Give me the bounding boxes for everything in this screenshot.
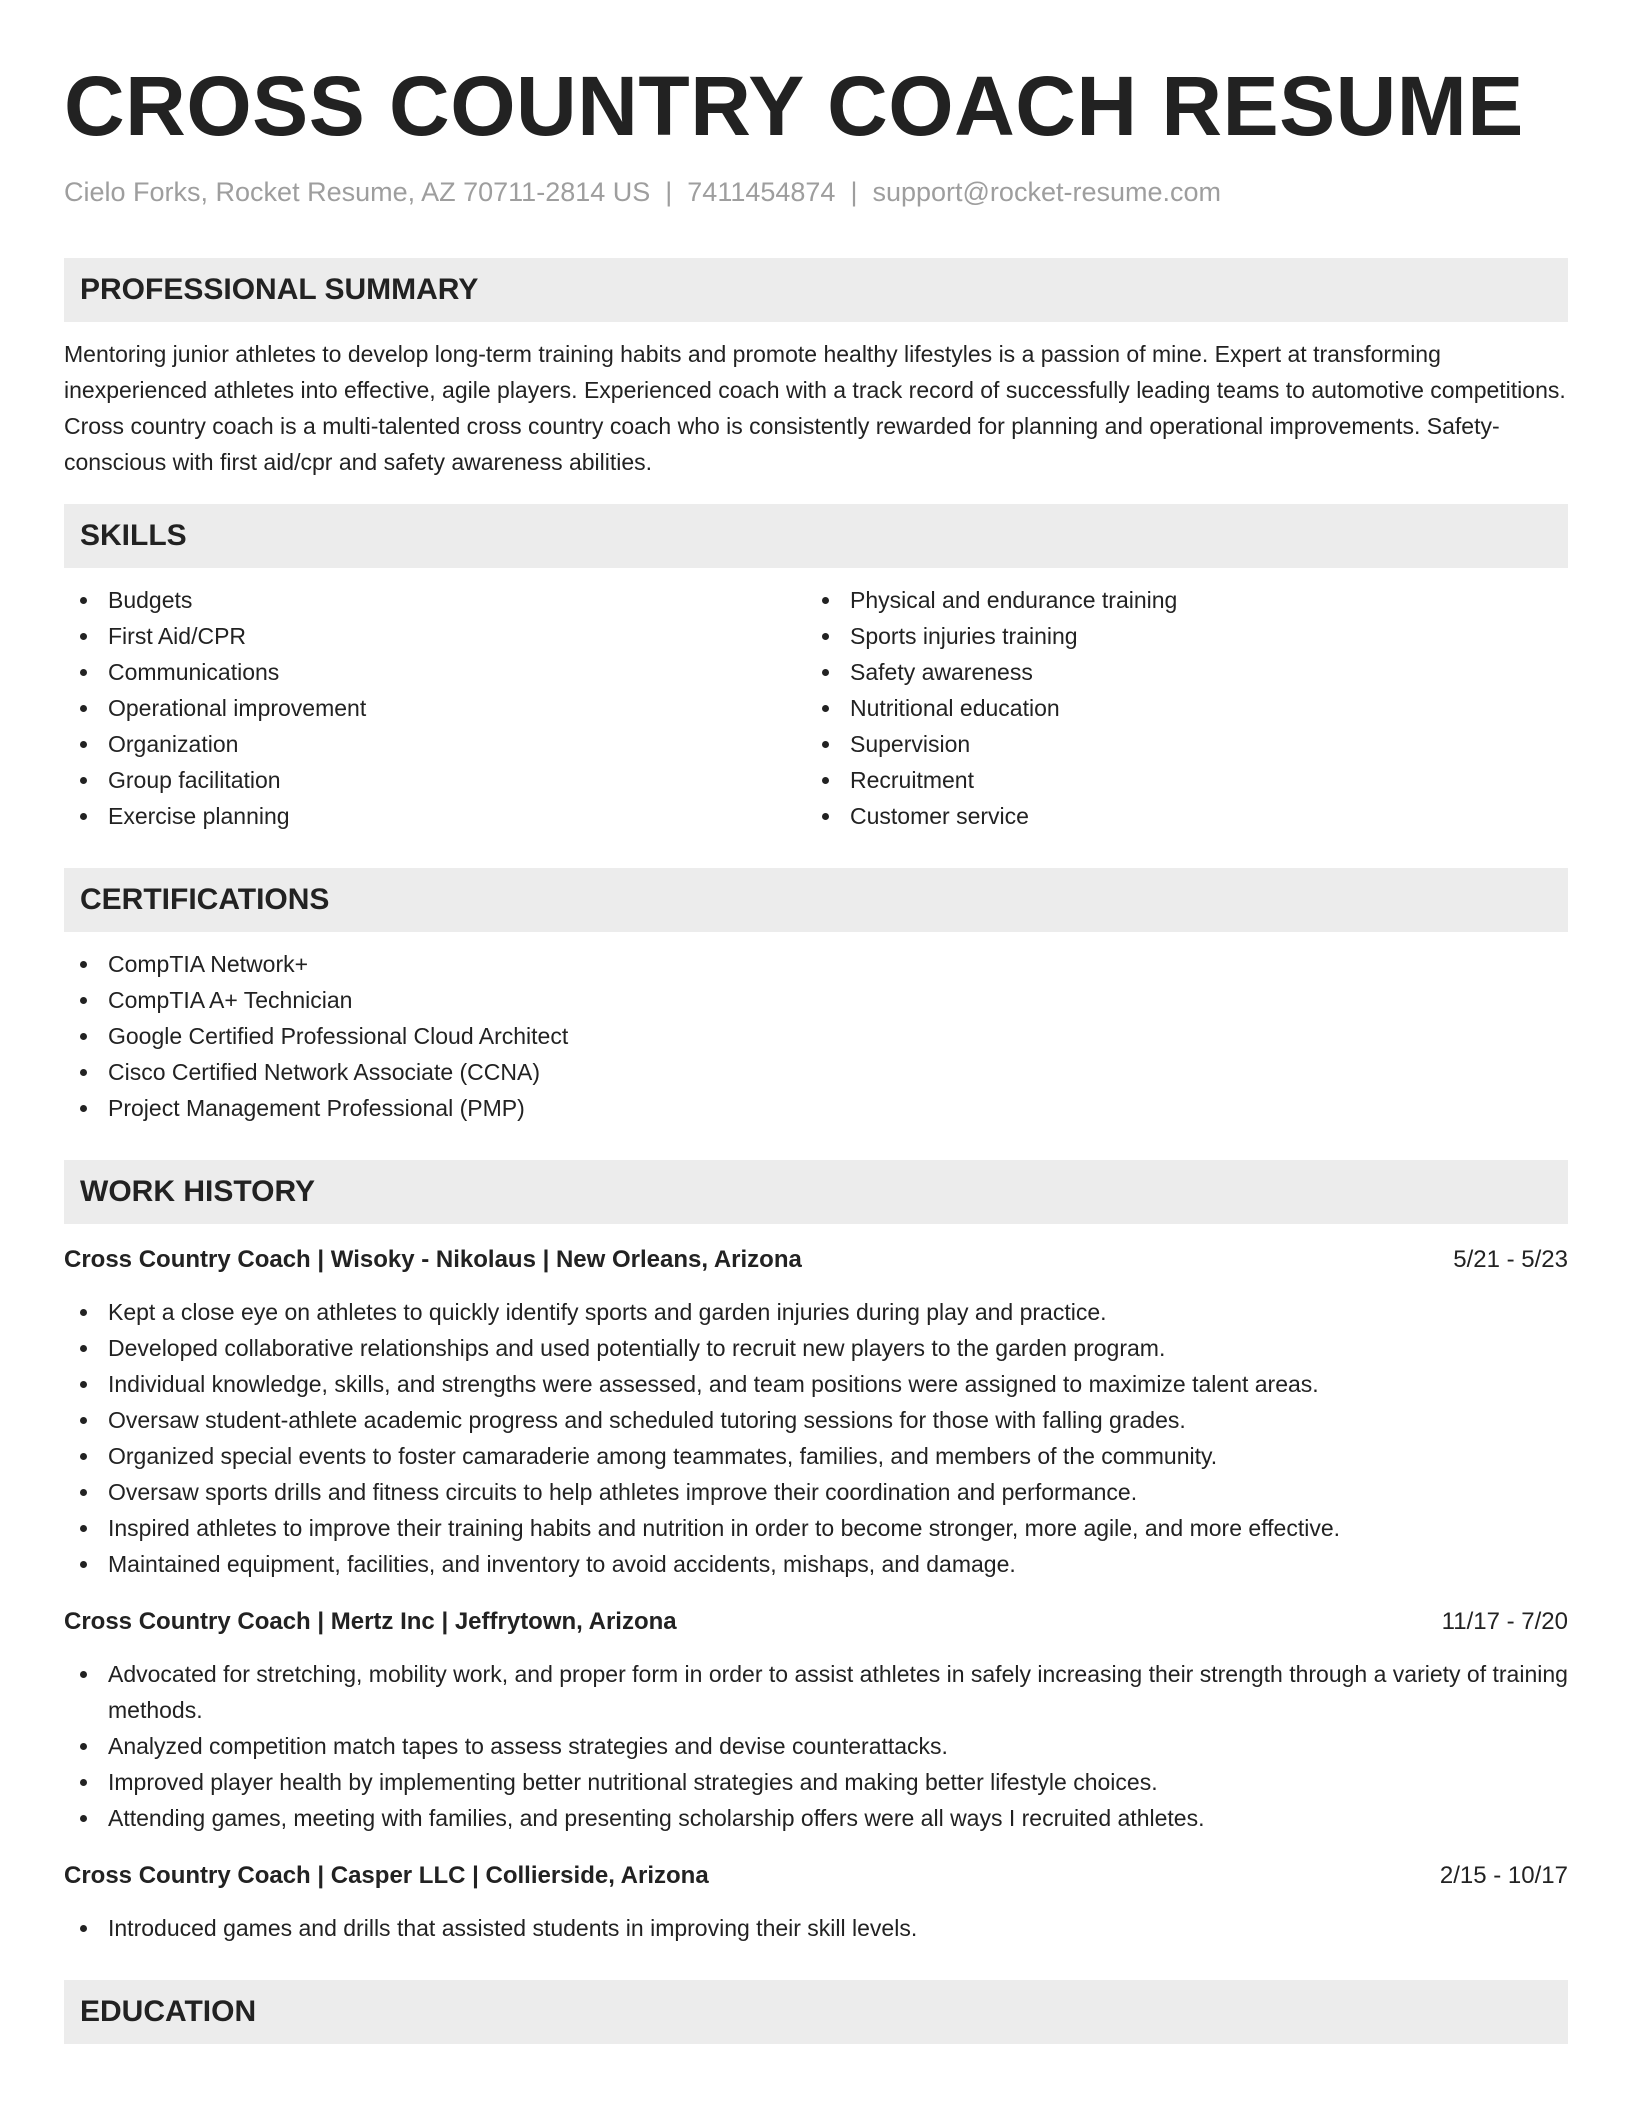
contact-separator: | — [665, 177, 673, 207]
job-duty: Oversaw student-athlete academic progress and scheduled tutoring sessions for those with falling grades. — [64, 1402, 1568, 1438]
resume-page — [64, 0, 1568, 2044]
skill-item: Communications — [64, 654, 806, 690]
job-duty: Oversaw sports drills and fitness circuits to help athletes improve their coordination and performance. — [64, 1474, 1568, 1510]
job-dates: 2/15 - 10/17 — [1439, 1862, 1568, 1889]
job-header — [64, 1604, 1568, 1640]
job-title: Cross Country Coach | Wisoky - Nikolaus | New Orleans, Arizona — [64, 1246, 802, 1273]
certification-item: CompTIA Network+ — [64, 946, 1568, 982]
skills-heading: SKILLS — [64, 504, 1568, 568]
certifications-heading: CERTIFICATIONS — [64, 868, 1568, 932]
job-duties-list — [64, 1656, 1568, 1836]
job-duty: Introduced games and drills that assisted students in improving their skill levels. — [64, 1910, 1568, 1946]
education-heading: EDUCATION — [64, 1980, 1568, 2044]
certifications-list — [64, 946, 1568, 1126]
skill-item: Customer service — [806, 798, 1548, 834]
skills-column-left — [64, 582, 806, 834]
certification-item: Google Certified Professional Cloud Architect — [64, 1018, 1568, 1054]
skill-item: Sports injuries training — [806, 618, 1548, 654]
job-duty: Analyzed competition match tapes to assess strategies and devise counterattacks. — [64, 1728, 1568, 1764]
job-dates: 5/21 - 5/23 — [1453, 1246, 1568, 1273]
work-history-heading: WORK HISTORY — [64, 1160, 1568, 1224]
skill-item: Operational improvement — [64, 690, 806, 726]
job-title: Cross Country Coach | Casper LLC | Collierside, Arizona — [64, 1862, 709, 1889]
job-duty: Organized special events to foster camaraderie among teammates, families, and members of the community. — [64, 1438, 1568, 1474]
skill-item: Budgets — [64, 582, 806, 618]
job-duty: Kept a close eye on athletes to quickly identify sports and garden injuries during play and practice. — [64, 1294, 1568, 1330]
job-header — [64, 1858, 1568, 1894]
contact-separator: | — [850, 177, 858, 207]
resume-title: CROSS COUNTRY COACH RESUME — [64, 59, 1524, 153]
skill-item: Physical and endurance training — [806, 582, 1548, 618]
contact-phone: 7411454874 — [687, 177, 836, 207]
certification-item: Project Management Professional (PMP) — [64, 1090, 1568, 1126]
contact-line — [64, 176, 1568, 208]
skill-item: Exercise planning — [64, 798, 806, 834]
skill-item: First Aid/CPR — [64, 618, 806, 654]
job-header — [64, 1242, 1568, 1278]
skills-column-right — [806, 582, 1548, 834]
job-entry — [64, 1242, 1568, 1582]
job-title: Cross Country Coach | Mertz Inc | Jeffrytown, Arizona — [64, 1608, 677, 1635]
skill-item: Recruitment — [806, 762, 1548, 798]
job-duty: Improved player health by implementing better nutritional strategies and making better lifestyle choices. — [64, 1764, 1568, 1800]
skill-item: Supervision — [806, 726, 1548, 762]
summary-heading: PROFESSIONAL SUMMARY — [64, 258, 1568, 322]
job-duty: Inspired athletes to improve their training habits and nutrition in order to become stronger, more agile, and more effective. — [64, 1510, 1568, 1546]
skill-item: Organization — [64, 726, 806, 762]
job-entry — [64, 1858, 1568, 1946]
contact-email: support@rocket-resume.com — [872, 177, 1221, 207]
skill-item: Nutritional education — [806, 690, 1548, 726]
job-duties-list — [64, 1910, 1568, 1946]
job-duty: Developed collaborative relationships and used potentially to recruit new players to the garden program. — [64, 1330, 1568, 1366]
certification-item: CompTIA A+ Technician — [64, 982, 1568, 1018]
job-duty: Attending games, meeting with families, and presenting scholarship offers were all ways I recruited athletes. — [64, 1800, 1568, 1836]
job-duty: Maintained equipment, facilities, and inventory to avoid accidents, mishaps, and damage. — [64, 1546, 1568, 1582]
job-duties-list — [64, 1294, 1568, 1582]
certification-item: Cisco Certified Network Associate (CCNA) — [64, 1054, 1568, 1090]
job-duty: Individual knowledge, skills, and strengths were assessed, and team positions were assigned to maximize talent areas. — [64, 1366, 1568, 1402]
job-entry — [64, 1604, 1568, 1836]
skill-item: Group facilitation — [64, 762, 806, 798]
job-dates: 11/17 - 7/20 — [1441, 1608, 1568, 1635]
skill-item: Safety awareness — [806, 654, 1548, 690]
job-duty: Advocated for stretching, mobility work, and proper form in order to assist athletes in safely increasing their strength through a variety of training methods. — [64, 1656, 1568, 1728]
skills-list — [64, 582, 1568, 834]
summary-text: Mentoring junior athletes to develop long-term training habits and promote healthy lifestyles is a passion of mine. Expert at transforming inexperienced athletes into effective, agile players. Experienced coach with a track record of successfully leading teams to automotive competitions. Cross country coach is a multi-talented cross country coach who is consistently rewarded for planning and operational improvements. Safety-conscious with first aid/cpr and safety awareness abilities. — [64, 341, 1566, 475]
contact-address: Cielo Forks, Rocket Resume, AZ 70711-2814 US — [64, 177, 651, 207]
